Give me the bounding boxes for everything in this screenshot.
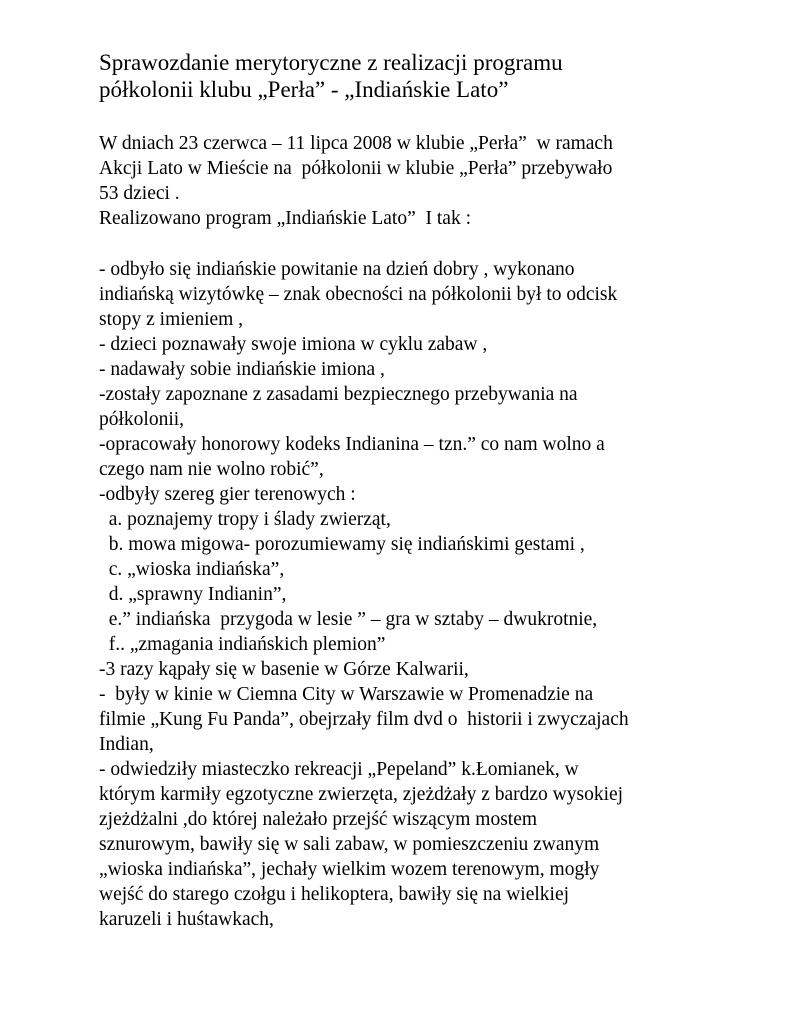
title-line: Sprawozdanie merytoryczne z realizacji programu [99, 50, 563, 75]
list-item-line: -3 razy kąpały się w basenie w Górze Kalwarii, [99, 659, 469, 680]
intro-line: 53 dzieci . [99, 183, 180, 204]
sub-list-item-line: c. „wioska indiańska”, [99, 559, 285, 580]
list-item-line: -opracowały honorowy kodeks Indianina – tzn.” co nam wolno a [99, 434, 605, 455]
document-title [99, 49, 759, 103]
program-line: Realizowano program „Indiańskie Lato” I tak : [99, 208, 471, 229]
list-item-line: - były w kinie w Ciemna City w Warszawie w Promenadzie na [99, 684, 594, 705]
sub-list-item-line: e.” indiańska przygoda w lesie ” – gra w sztaby – dwukrotnie, [99, 609, 598, 630]
list-item-line: karuzeli i huśtawkach, [99, 909, 274, 930]
list-item-line: - odbyło się indiańskie powitanie na dzień dobry , wykonano [99, 259, 575, 280]
intro-line: W dniach 23 czerwca – 11 lipca 2008 w klubie „Perła” w ramach [99, 133, 613, 154]
list-item-line: - nadawały sobie indiańskie imiona , [99, 359, 385, 380]
list-item-line: -odbyły szereg gier terenowych : [99, 484, 356, 505]
list-item-line: półkolonii, [99, 409, 185, 430]
title-line: półkolonii klubu „Perła” - „Indiańskie Lato” [99, 77, 509, 102]
list-item-line: indiańską wizytówkę – znak obecności na półkolonii był to odcisk [99, 284, 618, 305]
list-item-line: - dzieci poznawały swoje imiona w cyklu zabaw , [99, 334, 488, 355]
intro-line: Akcji Lato w Mieście na półkolonii w klubie „Perła” przebywało [99, 158, 613, 179]
sub-list-item-line: b. mowa migowa- porozumiewamy się indiańskimi gestami , [99, 534, 585, 555]
sub-list-item-line: d. „sprawny Indianin”, [99, 584, 287, 605]
list-item-line: wejść do starego czołgu i helikoptera, bawiły się na wielkiej [99, 884, 570, 905]
list-item-line: -zostały zapoznane z zasadami bezpiecznego przebywania na [99, 384, 578, 405]
list-item-line: „wioska indiańska”, jechały wielkim wozem terenowym, mogły [99, 859, 600, 880]
list-item-line: sznurowym, bawiły się w sali zabaw, w pomieszczeniu zwanym [99, 834, 600, 855]
list-item-line: którym karmiły egzotyczne zwierzęta, zjeżdżały z bardzo wysokiej [99, 784, 624, 805]
list-item-line: zjeżdżalni ,do której należało przejść wiszącym mostem [99, 809, 538, 830]
list-item-line: Indian, [99, 734, 154, 755]
sub-list-item-line: f.. „zmagania indiańskich plemion” [99, 634, 386, 655]
sub-list-item-line: a. poznajemy tropy i ślady zwierząt, [99, 509, 391, 530]
list-item-line: - odwiedziły miasteczko rekreacji „Pepeland” k.Łomianek, w [99, 759, 579, 780]
list-item-line: filmie „Kung Fu Panda”, obejrzały film dvd o historii i zwyczajach [99, 709, 629, 730]
list-item-line: stopy z imieniem , [99, 309, 244, 330]
list-item-line: czego nam nie wolno robić”, [99, 459, 324, 480]
